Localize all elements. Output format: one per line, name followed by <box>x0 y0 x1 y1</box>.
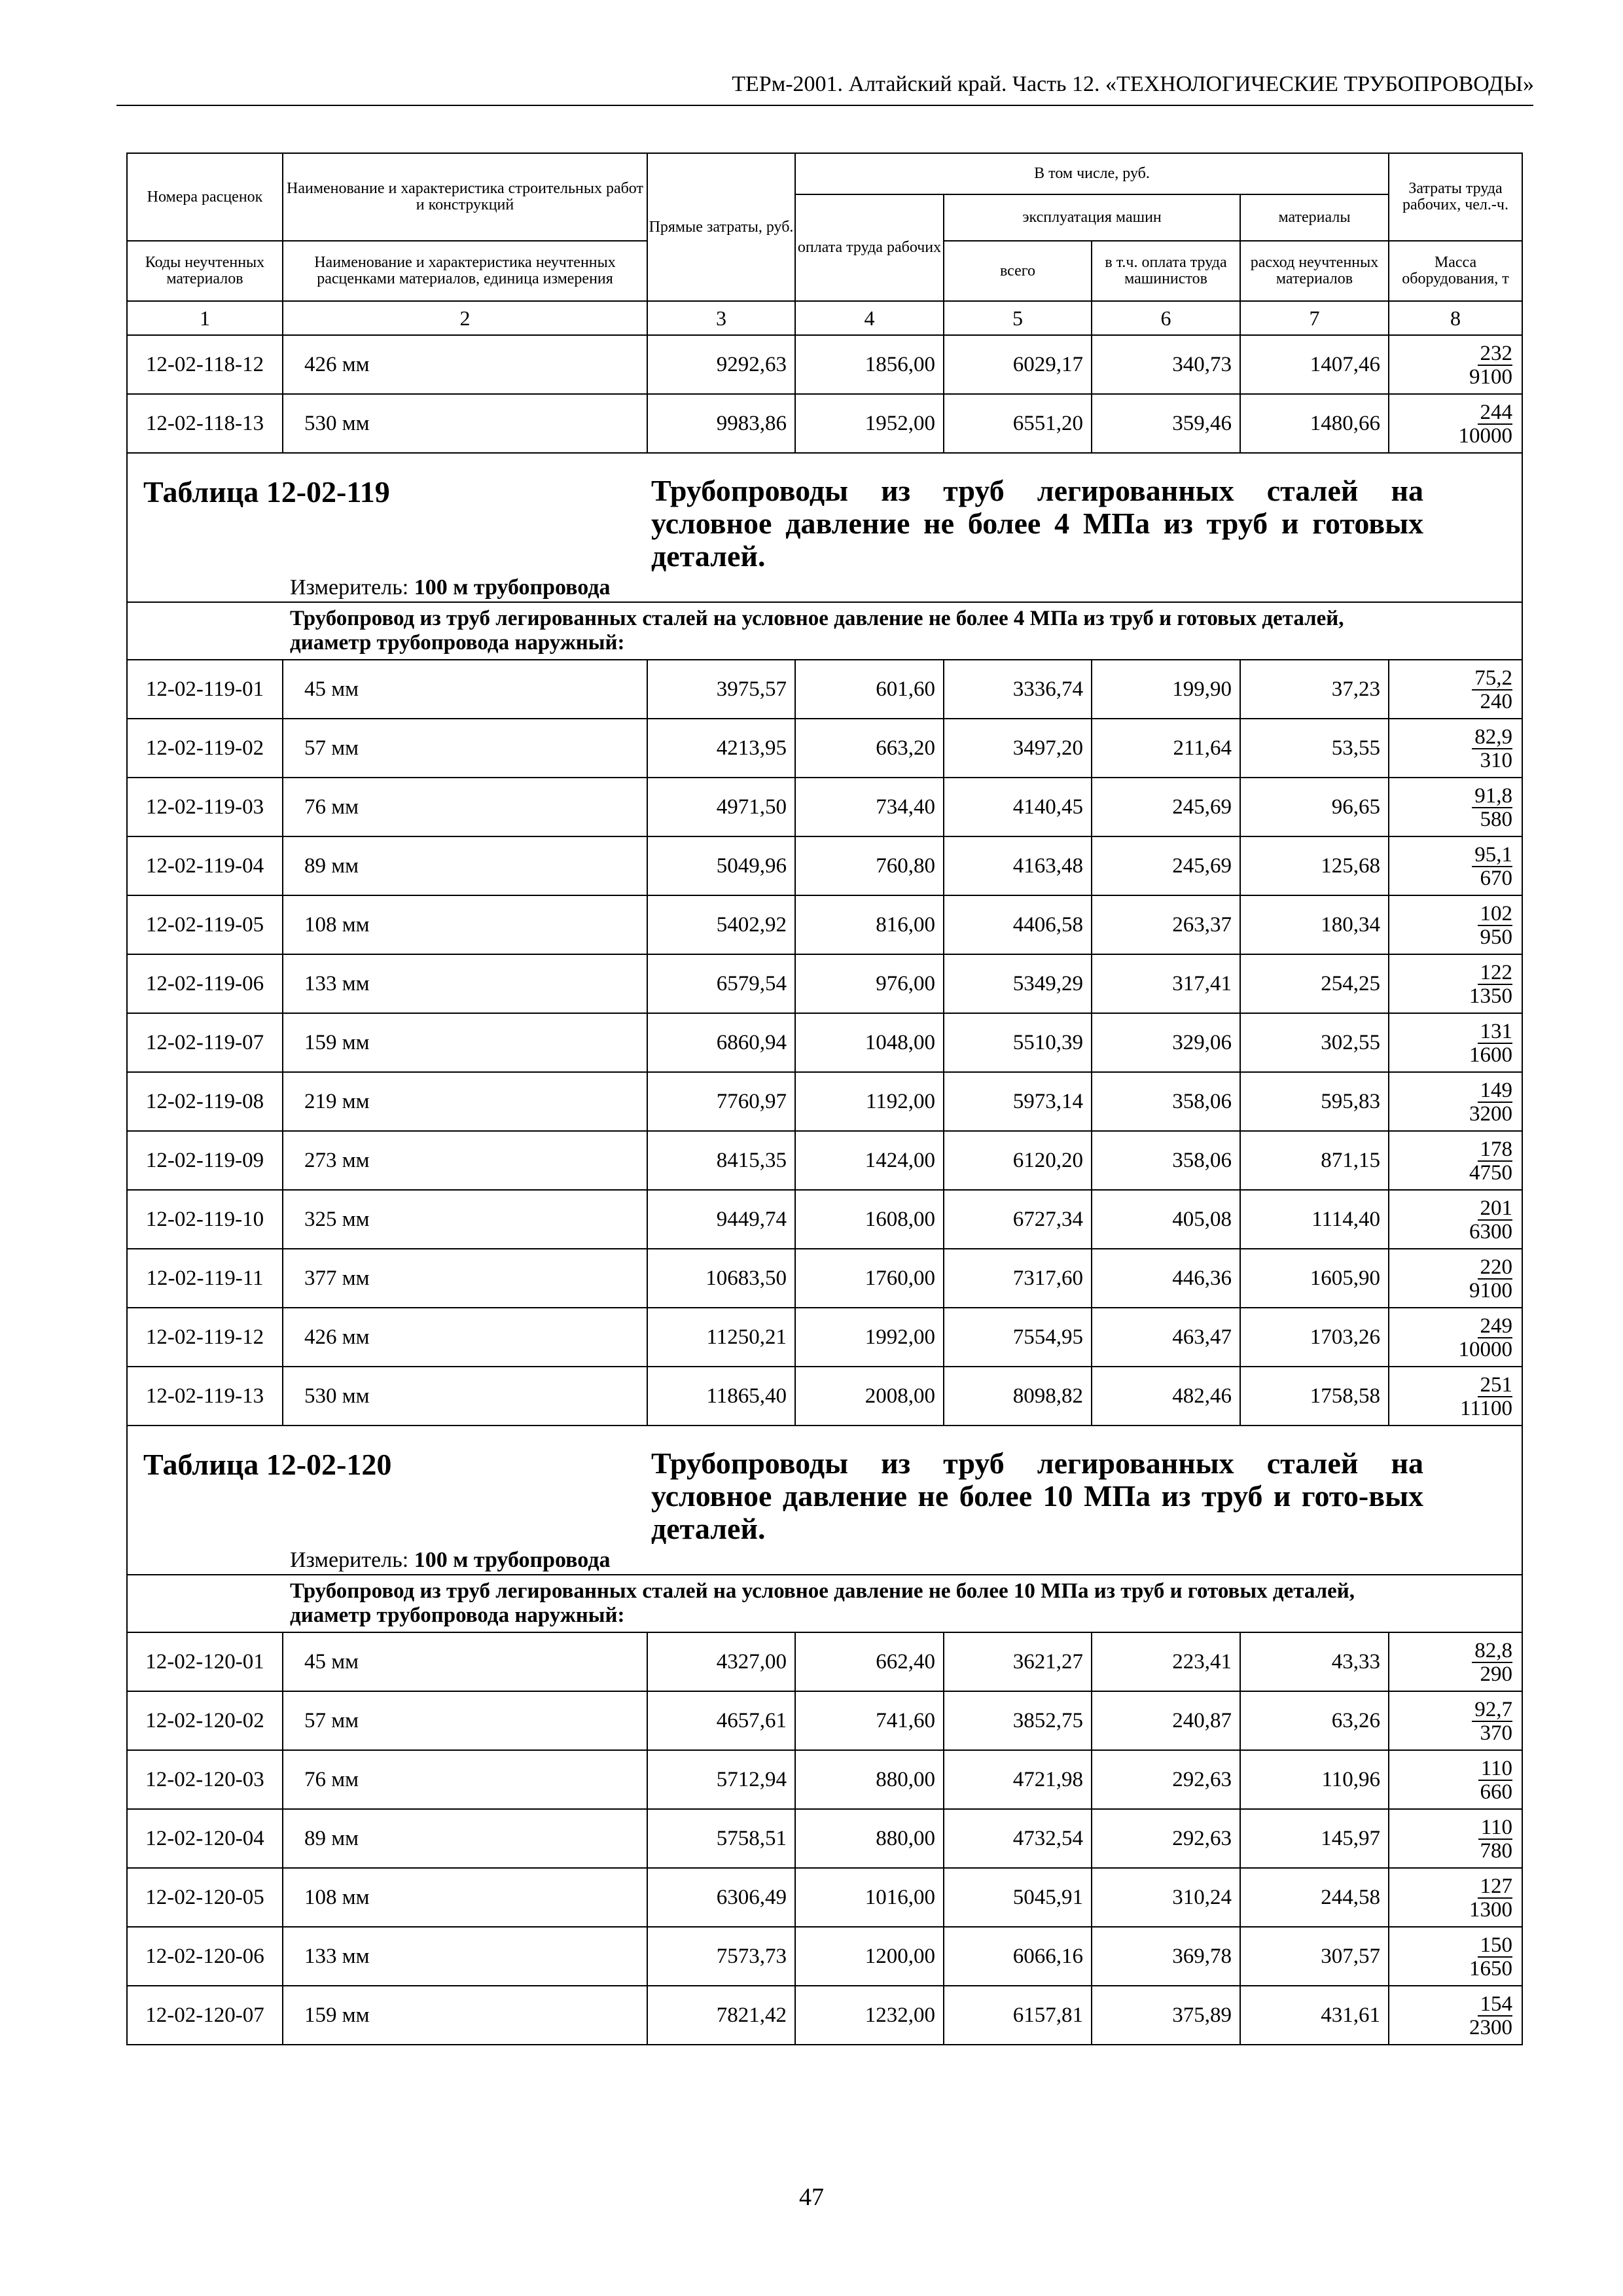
rate-code: 12-02-119-01 <box>127 660 283 719</box>
table-body-118 <box>127 335 1522 453</box>
labor-and-mass <box>1389 1072 1522 1131</box>
col-machines-total: всего <box>944 241 1092 301</box>
item-name: 377 мм <box>283 1249 647 1308</box>
labor-pay: 601,60 <box>795 660 944 719</box>
machinist-pay: 245,69 <box>1092 778 1240 836</box>
materials: 1114,40 <box>1240 1190 1389 1249</box>
direct-costs: 6306,49 <box>647 1868 795 1927</box>
col-machinist-pay: в т.ч. оплата труда машинистов <box>1092 241 1240 301</box>
col-direct-costs: Прямые затраты, руб. <box>647 153 795 301</box>
materials: 871,15 <box>1240 1131 1389 1190</box>
machinist-pay: 310,24 <box>1092 1868 1240 1927</box>
table-row <box>127 954 1522 1013</box>
machines-total: 5510,39 <box>944 1013 1092 1072</box>
labor-cost-value: 95,1 <box>1472 844 1512 867</box>
materials: 302,55 <box>1240 1013 1389 1072</box>
rate-code: 12-02-120-04 <box>127 1809 283 1868</box>
materials: 431,61 <box>1240 1986 1389 2045</box>
item-name: 426 мм <box>283 335 647 394</box>
materials: 1703,26 <box>1240 1308 1389 1367</box>
labor-cost-value: 110 <box>1478 1757 1512 1781</box>
direct-costs: 7821,42 <box>647 1986 795 2045</box>
labor-pay: 1856,00 <box>795 335 944 394</box>
machines-total: 6551,20 <box>944 394 1092 453</box>
direct-costs: 4971,50 <box>647 778 795 836</box>
table-row <box>127 895 1522 954</box>
machinist-pay: 317,41 <box>1092 954 1240 1013</box>
labor-cost-value: 122 <box>1478 961 1513 985</box>
labor-and-mass <box>1389 335 1522 394</box>
unit-of-measure <box>290 1548 611 1573</box>
col-material-names: Наименование и характеристика неучтенных расценками материалов, единица измерения <box>283 241 647 301</box>
group-subheading: Трубопровод из труб легированных сталей на условное давление не более 4 МПа из труб и готовых деталей, диаметр трубопровода наружный: <box>127 602 1522 660</box>
mass-value: 240 <box>1480 689 1512 713</box>
machines-total: 4163,48 <box>944 836 1092 895</box>
col-material-codes: Коды неучтенных материалов <box>127 241 283 301</box>
labor-and-mass <box>1389 1750 1522 1809</box>
materials: 254,25 <box>1240 954 1389 1013</box>
page-number: 47 <box>799 2183 824 2211</box>
labor-and-mass <box>1389 1367 1522 1426</box>
labor-pay: 1992,00 <box>795 1308 944 1367</box>
labor-cost-value: 91,8 <box>1472 785 1512 808</box>
rates-table <box>126 152 1523 2045</box>
table-row <box>127 778 1522 836</box>
labor-cost-value: 201 <box>1478 1197 1513 1221</box>
rate-code: 12-02-119-12 <box>127 1308 283 1367</box>
table-header <box>127 153 1522 335</box>
item-name: 57 мм <box>283 1691 647 1750</box>
labor-pay: 1424,00 <box>795 1131 944 1190</box>
mass-value: 3200 <box>1469 1102 1512 1126</box>
machinist-pay: 358,06 <box>1092 1131 1240 1190</box>
column-numbers-row <box>127 301 1522 335</box>
rate-code: 12-02-119-10 <box>127 1190 283 1249</box>
machines-total: 3852,75 <box>944 1691 1092 1750</box>
column-number: 3 <box>647 301 795 335</box>
rate-code: 12-02-119-04 <box>127 836 283 895</box>
column-number: 7 <box>1240 301 1389 335</box>
labor-cost-value: 82,9 <box>1472 726 1512 749</box>
direct-costs: 7573,73 <box>647 1927 795 1986</box>
machinist-pay: 375,89 <box>1092 1986 1240 2045</box>
column-number: 8 <box>1389 301 1522 335</box>
machinist-pay: 329,06 <box>1092 1013 1240 1072</box>
rate-code: 12-02-120-02 <box>127 1691 283 1750</box>
mass-value: 9100 <box>1469 365 1512 389</box>
labor-pay: 1232,00 <box>795 1986 944 2045</box>
machines-total: 7554,95 <box>944 1308 1092 1367</box>
rate-code: 12-02-120-05 <box>127 1868 283 1927</box>
labor-pay: 2008,00 <box>795 1367 944 1426</box>
item-name: 108 мм <box>283 895 647 954</box>
column-number: 5 <box>944 301 1092 335</box>
labor-pay: 1192,00 <box>795 1072 944 1131</box>
direct-costs: 6579,54 <box>647 954 795 1013</box>
labor-and-mass <box>1389 1249 1522 1308</box>
mass-value: 11100 <box>1459 1396 1512 1420</box>
labor-cost-value: 82,8 <box>1472 1640 1512 1663</box>
table-row <box>127 1809 1522 1868</box>
machines-total: 3497,20 <box>944 719 1092 778</box>
col-work-name: Наименование и характеристика строительных работ и конструкций <box>283 153 647 241</box>
col-equipment-mass: Масса оборудования, т <box>1389 241 1522 301</box>
materials: 1605,90 <box>1240 1249 1389 1308</box>
item-name: 133 мм <box>283 1927 647 1986</box>
rate-code: 12-02-120-07 <box>127 1986 283 2045</box>
col-materials: материалы <box>1240 194 1389 241</box>
table-row <box>127 1367 1522 1426</box>
machines-total: 7317,60 <box>944 1249 1092 1308</box>
materials: 307,57 <box>1240 1927 1389 1986</box>
item-name: 57 мм <box>283 719 647 778</box>
mass-value: 950 <box>1480 925 1512 949</box>
labor-pay: 1048,00 <box>795 1013 944 1072</box>
table-row <box>127 1308 1522 1367</box>
machines-total: 6120,20 <box>944 1131 1092 1190</box>
table-body-119 <box>127 660 1522 1426</box>
materials: 180,34 <box>1240 895 1389 954</box>
labor-pay: 1200,00 <box>795 1927 944 1986</box>
machines-total: 5973,14 <box>944 1072 1092 1131</box>
labor-pay: 1760,00 <box>795 1249 944 1308</box>
machines-total: 6066,16 <box>944 1927 1092 1986</box>
labor-and-mass <box>1389 836 1522 895</box>
materials: 37,23 <box>1240 660 1389 719</box>
item-name: 89 мм <box>283 836 647 895</box>
mass-value: 1350 <box>1469 984 1512 1008</box>
rate-code: 12-02-120-03 <box>127 1750 283 1809</box>
item-name: 89 мм <box>283 1809 647 1868</box>
item-name: 273 мм <box>283 1131 647 1190</box>
labor-and-mass <box>1389 1308 1522 1367</box>
direct-costs: 11865,40 <box>647 1367 795 1426</box>
labor-and-mass <box>1389 778 1522 836</box>
direct-costs: 4327,00 <box>647 1632 795 1691</box>
labor-and-mass <box>1389 1691 1522 1750</box>
labor-cost-value: 127 <box>1478 1875 1513 1899</box>
labor-cost-value: 154 <box>1478 1993 1513 2017</box>
header-rule <box>116 105 1533 106</box>
col-labor-cost: Затраты труда рабочих, чел.-ч. <box>1389 153 1522 241</box>
mass-value: 1300 <box>1469 1897 1512 1922</box>
table-row <box>127 1750 1522 1809</box>
mass-value: 10000 <box>1458 423 1512 448</box>
table-row <box>127 394 1522 453</box>
machines-total: 4732,54 <box>944 1809 1092 1868</box>
materials: 595,83 <box>1240 1072 1389 1131</box>
labor-cost-value: 251 <box>1478 1374 1513 1397</box>
labor-and-mass <box>1389 719 1522 778</box>
table-row <box>127 836 1522 895</box>
labor-cost-value: 150 <box>1478 1934 1513 1958</box>
direct-costs: 5758,51 <box>647 1809 795 1868</box>
item-name: 325 мм <box>283 1190 647 1249</box>
col-labor: оплата труда рабочих <box>795 194 944 301</box>
labor-pay: 760,80 <box>795 836 944 895</box>
col-unaccounted-materials: расход неучтенных материалов <box>1240 241 1389 301</box>
machinist-pay: 405,08 <box>1092 1190 1240 1249</box>
item-name: 530 мм <box>283 394 647 453</box>
labor-pay: 1952,00 <box>795 394 944 453</box>
direct-costs: 9292,63 <box>647 335 795 394</box>
labor-cost-value: 92,7 <box>1472 1698 1512 1722</box>
item-name: 45 мм <box>283 1632 647 1691</box>
rate-code: 12-02-119-09 <box>127 1131 283 1190</box>
machines-total: 4721,98 <box>944 1750 1092 1809</box>
column-number: 4 <box>795 301 944 335</box>
rate-code: 12-02-119-07 <box>127 1013 283 1072</box>
table-title-block <box>127 1426 1522 1575</box>
table-row <box>127 1072 1522 1131</box>
labor-cost-value: 249 <box>1478 1315 1513 1338</box>
labor-cost-value: 110 <box>1478 1816 1512 1840</box>
direct-costs: 11250,21 <box>647 1308 795 1367</box>
group-subheading: Трубопровод из труб легированных сталей на условное давление не более 10 МПа из труб и готовых деталей, диаметр трубопровода наружный: <box>127 1575 1522 1632</box>
labor-pay: 741,60 <box>795 1691 944 1750</box>
machinist-pay: 369,78 <box>1092 1927 1240 1986</box>
mass-value: 580 <box>1480 807 1512 831</box>
mass-value: 4750 <box>1469 1160 1512 1185</box>
materials: 1407,46 <box>1240 335 1389 394</box>
section-119-header <box>127 453 1522 660</box>
labor-cost-value: 178 <box>1478 1138 1513 1162</box>
materials: 1480,66 <box>1240 394 1389 453</box>
labor-pay: 1608,00 <box>795 1190 944 1249</box>
rate-code: 12-02-119-03 <box>127 778 283 836</box>
labor-pay: 880,00 <box>795 1750 944 1809</box>
labor-and-mass <box>1389 954 1522 1013</box>
item-name: 76 мм <box>283 778 647 836</box>
direct-costs: 9983,86 <box>647 394 795 453</box>
machinist-pay: 292,63 <box>1092 1750 1240 1809</box>
labor-and-mass <box>1389 1190 1522 1249</box>
unit-label: Измеритель: <box>290 1548 409 1572</box>
materials: 1758,58 <box>1240 1367 1389 1426</box>
column-number: 6 <box>1092 301 1240 335</box>
mass-value: 310 <box>1480 748 1512 772</box>
mass-value: 6300 <box>1469 1219 1512 1244</box>
machines-total: 5045,91 <box>944 1868 1092 1927</box>
materials: 110,96 <box>1240 1750 1389 1809</box>
machines-total: 3336,74 <box>944 660 1092 719</box>
labor-and-mass <box>1389 1927 1522 1986</box>
materials: 244,58 <box>1240 1868 1389 1927</box>
item-name: 133 мм <box>283 954 647 1013</box>
labor-pay: 663,20 <box>795 719 944 778</box>
table-title-block <box>127 453 1522 602</box>
materials: 125,68 <box>1240 836 1389 895</box>
table-row <box>127 1691 1522 1750</box>
rate-code: 12-02-119-06 <box>127 954 283 1013</box>
rate-code: 12-02-118-13 <box>127 394 283 453</box>
rate-code: 12-02-119-02 <box>127 719 283 778</box>
labor-cost-value: 244 <box>1478 401 1513 425</box>
labor-and-mass <box>1389 1632 1522 1691</box>
item-name: 76 мм <box>283 1750 647 1809</box>
mass-value: 2300 <box>1469 2015 1512 2039</box>
rate-code: 12-02-120-06 <box>127 1927 283 1986</box>
rate-code: 12-02-119-13 <box>127 1367 283 1426</box>
mass-value: 1650 <box>1469 1956 1512 1981</box>
direct-costs: 7760,97 <box>647 1072 795 1131</box>
table-row <box>127 1190 1522 1249</box>
machinist-pay: 263,37 <box>1092 895 1240 954</box>
machinist-pay: 358,06 <box>1092 1072 1240 1131</box>
unit-label: Измеритель: <box>290 575 409 600</box>
machines-total: 4406,58 <box>944 895 1092 954</box>
machinist-pay: 223,41 <box>1092 1632 1240 1691</box>
machinist-pay: 211,64 <box>1092 719 1240 778</box>
table-row <box>127 1986 1522 2045</box>
direct-costs: 5049,96 <box>647 836 795 895</box>
rate-code: 12-02-119-08 <box>127 1072 283 1131</box>
direct-costs: 5402,92 <box>647 895 795 954</box>
mass-value: 10000 <box>1458 1337 1512 1361</box>
machinist-pay: 482,46 <box>1092 1367 1240 1426</box>
table-body-120 <box>127 1632 1522 2045</box>
rate-code: 12-02-120-01 <box>127 1632 283 1691</box>
item-name: 426 мм <box>283 1308 647 1367</box>
machines-total: 6727,34 <box>944 1190 1092 1249</box>
rate-code: 12-02-119-05 <box>127 895 283 954</box>
direct-costs: 4213,95 <box>647 719 795 778</box>
labor-and-mass <box>1389 1013 1522 1072</box>
item-name: 45 мм <box>283 660 647 719</box>
labor-cost-value: 131 <box>1478 1020 1513 1044</box>
table-row <box>127 719 1522 778</box>
col-including: В том числе, руб. <box>795 153 1389 194</box>
labor-and-mass <box>1389 1986 1522 2045</box>
item-name: 530 мм <box>283 1367 647 1426</box>
mass-value: 660 <box>1480 1780 1512 1804</box>
machinist-pay: 446,36 <box>1092 1249 1240 1308</box>
labor-pay: 816,00 <box>795 895 944 954</box>
item-name: 159 мм <box>283 1013 647 1072</box>
machines-total: 6157,81 <box>944 1986 1092 2045</box>
running-head: ТЕРм-2001. Алтайский край. Часть 12. «ТЕХНОЛОГИЧЕСКИЕ ТРУБОПРОВОДЫ» <box>732 72 1534 96</box>
machinist-pay: 199,90 <box>1092 660 1240 719</box>
labor-and-mass <box>1389 895 1522 954</box>
labor-and-mass <box>1389 1868 1522 1927</box>
machinist-pay: 292,63 <box>1092 1809 1240 1868</box>
table-row <box>127 1632 1522 1691</box>
labor-cost-value: 75,2 <box>1472 667 1512 691</box>
item-name: 159 мм <box>283 1986 647 2045</box>
table-row <box>127 1868 1522 1927</box>
table-description: Трубопроводы из труб легированных сталей на условное давление не более 4 МПа из труб и готовых деталей. <box>651 474 1423 573</box>
unit-value: 100 м трубопровода <box>414 1548 611 1572</box>
table-row <box>127 1927 1522 1986</box>
labor-pay: 662,40 <box>795 1632 944 1691</box>
labor-and-mass <box>1389 394 1522 453</box>
direct-costs: 9449,74 <box>647 1190 795 1249</box>
direct-costs: 5712,94 <box>647 1750 795 1809</box>
direct-costs: 3975,57 <box>647 660 795 719</box>
machines-total: 5349,29 <box>944 954 1092 1013</box>
direct-costs: 8415,35 <box>647 1131 795 1190</box>
labor-pay: 1016,00 <box>795 1868 944 1927</box>
labor-cost-value: 149 <box>1478 1079 1513 1103</box>
direct-costs: 10683,50 <box>647 1249 795 1308</box>
machines-total: 8098,82 <box>944 1367 1092 1426</box>
mass-value: 290 <box>1480 1662 1512 1686</box>
mass-value: 9100 <box>1469 1278 1512 1302</box>
labor-and-mass <box>1389 1809 1522 1868</box>
labor-cost-value: 102 <box>1478 903 1513 926</box>
unit-value: 100 м трубопровода <box>414 575 611 600</box>
table-row <box>127 1013 1522 1072</box>
materials: 43,33 <box>1240 1632 1389 1691</box>
column-number: 2 <box>283 301 647 335</box>
machinist-pay: 463,47 <box>1092 1308 1240 1367</box>
table-title: Таблица 12-02-120 <box>143 1448 392 1481</box>
item-name: 219 мм <box>283 1072 647 1131</box>
labor-pay: 976,00 <box>795 954 944 1013</box>
labor-cost-value: 232 <box>1478 342 1513 366</box>
table-row <box>127 1131 1522 1190</box>
labor-and-mass <box>1389 660 1522 719</box>
labor-pay: 880,00 <box>795 1809 944 1868</box>
rate-code: 12-02-118-12 <box>127 335 283 394</box>
column-number: 1 <box>127 301 283 335</box>
item-name: 108 мм <box>283 1868 647 1927</box>
table-row <box>127 335 1522 394</box>
materials: 96,65 <box>1240 778 1389 836</box>
rate-code: 12-02-119-11 <box>127 1249 283 1308</box>
mass-value: 1600 <box>1469 1043 1512 1067</box>
machinist-pay: 340,73 <box>1092 335 1240 394</box>
machinist-pay: 245,69 <box>1092 836 1240 895</box>
labor-and-mass <box>1389 1131 1522 1190</box>
machines-total: 3621,27 <box>944 1632 1092 1691</box>
table-title: Таблица 12-02-119 <box>143 475 390 509</box>
direct-costs: 4657,61 <box>647 1691 795 1750</box>
machines-total: 6029,17 <box>944 335 1092 394</box>
materials: 145,97 <box>1240 1809 1389 1868</box>
col-machines: эксплуатация машин <box>944 194 1240 241</box>
col-rate-numbers: Номера расценок <box>127 153 283 241</box>
unit-of-measure <box>290 575 611 600</box>
machinist-pay: 240,87 <box>1092 1691 1240 1750</box>
machines-total: 4140,45 <box>944 778 1092 836</box>
table-description: Трубопроводы из труб легированных сталей на условное давление не более 10 МПа из труб и гото-вых деталей. <box>651 1446 1423 1545</box>
mass-value: 370 <box>1480 1721 1512 1745</box>
machinist-pay: 359,46 <box>1092 394 1240 453</box>
materials: 53,55 <box>1240 719 1389 778</box>
materials: 63,26 <box>1240 1691 1389 1750</box>
mass-value: 670 <box>1480 866 1512 890</box>
table-row <box>127 1249 1522 1308</box>
table-row <box>127 660 1522 719</box>
mass-value: 780 <box>1480 1839 1512 1863</box>
labor-pay: 734,40 <box>795 778 944 836</box>
direct-costs: 6860,94 <box>647 1013 795 1072</box>
section-120-header <box>127 1426 1522 1632</box>
labor-cost-value: 220 <box>1478 1256 1513 1280</box>
